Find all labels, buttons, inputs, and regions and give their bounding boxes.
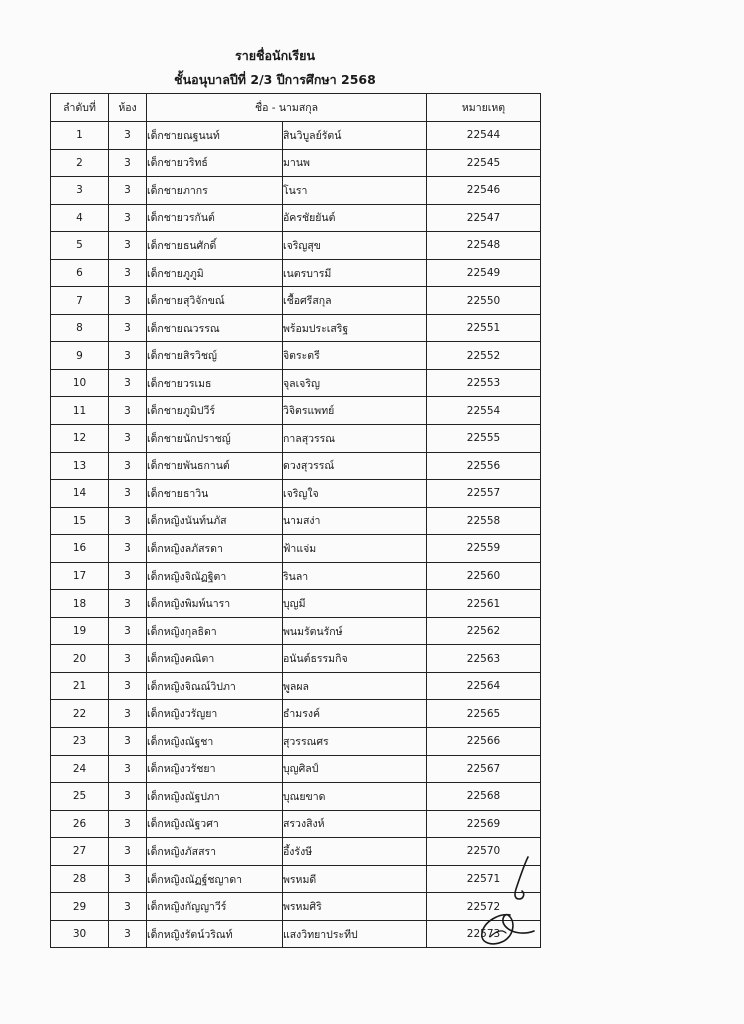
cell-first-name: เด็กชายนักปราชญ์ (147, 425, 283, 453)
table-row (51, 122, 541, 150)
cell-room: 3 (109, 149, 147, 177)
cell-no: 8 (51, 314, 109, 342)
header-note: หมายเหตุ (427, 94, 541, 122)
table-row (51, 204, 541, 232)
cell-no: 29 (51, 893, 109, 921)
cell-last-name: สุวรรณศร (283, 728, 427, 756)
cell-note: 22548 (427, 232, 541, 260)
table-row (51, 783, 541, 811)
table-row (51, 259, 541, 287)
cell-room: 3 (109, 920, 147, 948)
cell-room: 3 (109, 893, 147, 921)
cell-last-name: กาลสุวรรณ (283, 425, 427, 453)
cell-room: 3 (109, 755, 147, 783)
cell-no: 12 (51, 425, 109, 453)
cell-first-name: เด็กชายธาวิน (147, 480, 283, 508)
table-row (51, 177, 541, 205)
cell-no: 19 (51, 617, 109, 645)
cell-room: 3 (109, 259, 147, 287)
cell-last-name: โนรา (283, 177, 427, 205)
student-roster-table (50, 93, 541, 948)
cell-first-name: เด็กหญิงจิณณ์วิปภา (147, 672, 283, 700)
cell-room: 3 (109, 810, 147, 838)
cell-note: 22561 (427, 590, 541, 618)
table-row (51, 369, 541, 397)
cell-note: 22547 (427, 204, 541, 232)
cell-no: 22 (51, 700, 109, 728)
cell-note: 22554 (427, 397, 541, 425)
table-row (51, 865, 541, 893)
cell-note: 22555 (427, 425, 541, 453)
cell-note: 22570 (427, 838, 541, 866)
cell-no: 26 (51, 810, 109, 838)
cell-first-name: เด็กหญิงณัฏฐ์ชญาดา (147, 865, 283, 893)
cell-room: 3 (109, 838, 147, 866)
table-row (51, 480, 541, 508)
cell-no: 5 (51, 232, 109, 260)
cell-first-name: เด็กหญิงณัฐวศา (147, 810, 283, 838)
cell-room: 3 (109, 287, 147, 315)
cell-no: 4 (51, 204, 109, 232)
cell-first-name: เด็กชายภากร (147, 177, 283, 205)
cell-no: 7 (51, 287, 109, 315)
cell-no: 13 (51, 452, 109, 480)
cell-room: 3 (109, 672, 147, 700)
cell-no: 27 (51, 838, 109, 866)
cell-note: 22564 (427, 672, 541, 700)
signature-icon (470, 855, 550, 955)
cell-last-name: พร้อมประเสริฐ (283, 314, 427, 342)
cell-last-name: พรหมศิริ (283, 893, 427, 921)
cell-no: 9 (51, 342, 109, 370)
cell-last-name: มานพ (283, 149, 427, 177)
cell-last-name: แสงวิทยาประทีป (283, 920, 427, 948)
table-row (51, 617, 541, 645)
table-body (51, 122, 541, 948)
table-row (51, 645, 541, 673)
cell-room: 3 (109, 177, 147, 205)
cell-no: 3 (51, 177, 109, 205)
cell-first-name: เด็กหญิงกุลธิดา (147, 617, 283, 645)
table-row (51, 452, 541, 480)
cell-no: 25 (51, 783, 109, 811)
cell-last-name: เจริญสุข (283, 232, 427, 260)
cell-room: 3 (109, 342, 147, 370)
cell-last-name: สินวิบูลย์รัตน์ (283, 122, 427, 150)
cell-note: 22566 (427, 728, 541, 756)
table-row (51, 149, 541, 177)
cell-first-name: เด็กชายภูภูมิ (147, 259, 283, 287)
table-row (51, 810, 541, 838)
cell-room: 3 (109, 783, 147, 811)
cell-last-name: บุญมี (283, 590, 427, 618)
cell-note: 22551 (427, 314, 541, 342)
cell-no: 21 (51, 672, 109, 700)
table-row (51, 672, 541, 700)
cell-last-name: อัครชัยยันต์ (283, 204, 427, 232)
cell-room: 3 (109, 480, 147, 508)
cell-first-name: เด็กหญิงกัญญาวีร์ (147, 893, 283, 921)
table-row (51, 232, 541, 260)
cell-note: 22559 (427, 535, 541, 563)
table-row (51, 590, 541, 618)
cell-last-name: พรหมดี (283, 865, 427, 893)
cell-room: 3 (109, 728, 147, 756)
cell-no: 1 (51, 122, 109, 150)
cell-no: 11 (51, 397, 109, 425)
cell-room: 3 (109, 204, 147, 232)
cell-note: 22546 (427, 177, 541, 205)
cell-no: 2 (51, 149, 109, 177)
table-row (51, 397, 541, 425)
cell-no: 14 (51, 480, 109, 508)
cell-first-name: เด็กชายสิรวิชญ์ (147, 342, 283, 370)
cell-last-name: เนตรบารมี (283, 259, 427, 287)
cell-note: 22567 (427, 755, 541, 783)
cell-room: 3 (109, 314, 147, 342)
cell-first-name: เด็กชายวรเมธ (147, 369, 283, 397)
cell-first-name: เด็กชายธนศักดิ์ (147, 232, 283, 260)
cell-note: 22553 (427, 369, 541, 397)
cell-no: 17 (51, 562, 109, 590)
cell-note: 22572 (427, 893, 541, 921)
cell-note: 22556 (427, 452, 541, 480)
cell-no: 15 (51, 507, 109, 535)
header-name: ชื่อ - นามสกุล (147, 94, 427, 122)
cell-note: 22550 (427, 287, 541, 315)
cell-room: 3 (109, 700, 147, 728)
cell-room: 3 (109, 590, 147, 618)
cell-first-name: เด็กชายสุวิจักขณ์ (147, 287, 283, 315)
cell-first-name: เด็กหญิงรัตน์วริณท์ (147, 920, 283, 948)
cell-last-name: จิตระตรี (283, 342, 427, 370)
cell-note: 22569 (427, 810, 541, 838)
cell-first-name: เด็กชายณวรรณ (147, 314, 283, 342)
cell-note: 22563 (427, 645, 541, 673)
cell-note: 22544 (427, 122, 541, 150)
table-row (51, 755, 541, 783)
cell-last-name: พูลผล (283, 672, 427, 700)
cell-no: 18 (51, 590, 109, 618)
cell-note: 22545 (427, 149, 541, 177)
table-row (51, 425, 541, 453)
cell-last-name: นามสง่า (283, 507, 427, 535)
cell-room: 3 (109, 232, 147, 260)
cell-first-name: เด็กหญิงจิณัฏฐิตา (147, 562, 283, 590)
cell-no: 16 (51, 535, 109, 563)
cell-no: 6 (51, 259, 109, 287)
table-row (51, 920, 541, 948)
cell-last-name: บุณยขาด (283, 783, 427, 811)
cell-note: 22568 (427, 783, 541, 811)
cell-note: 22560 (427, 562, 541, 590)
table-row (51, 535, 541, 563)
cell-note: 22552 (427, 342, 541, 370)
cell-last-name: ดวงสุวรรณ์ (283, 452, 427, 480)
document-title: รายชื่อนักเรียน (234, 48, 316, 63)
cell-first-name: เด็กชายวรกันต์ (147, 204, 283, 232)
cell-last-name: ฟ้าแจ่ม (283, 535, 427, 563)
cell-first-name: เด็กชายพันธกานต์ (147, 452, 283, 480)
cell-no: 20 (51, 645, 109, 673)
cell-last-name: เชื้อศรีสกุล (283, 287, 427, 315)
cell-no: 10 (51, 369, 109, 397)
cell-room: 3 (109, 452, 147, 480)
cell-room: 3 (109, 397, 147, 425)
table-row (51, 893, 541, 921)
cell-room: 3 (109, 369, 147, 397)
cell-last-name: จุลเจริญ (283, 369, 427, 397)
cell-first-name: เด็กหญิงนันท์นภัส (147, 507, 283, 535)
cell-first-name: เด็กชายภูมิปวีร์ (147, 397, 283, 425)
cell-room: 3 (109, 122, 147, 150)
cell-last-name: สรวงสิงห์ (283, 810, 427, 838)
header-no: ลำดับที่ (51, 94, 109, 122)
cell-last-name: บุญศิลป์ (283, 755, 427, 783)
cell-no: 23 (51, 728, 109, 756)
cell-note: 22558 (427, 507, 541, 535)
cell-first-name: เด็กหญิงคณิตา (147, 645, 283, 673)
cell-room: 3 (109, 425, 147, 453)
cell-room: 3 (109, 617, 147, 645)
cell-first-name: เด็กชายณฐนนท์ (147, 122, 283, 150)
table-row (51, 287, 541, 315)
cell-no: 28 (51, 865, 109, 893)
document-subtitle: ชั้นอนุบาลปีที่ 2/3 ปีการศึกษา 2568 (174, 72, 376, 87)
cell-first-name: เด็กหญิงวรัญยา (147, 700, 283, 728)
cell-last-name: วิจิตรแพทย์ (283, 397, 427, 425)
cell-no: 30 (51, 920, 109, 948)
table-row (51, 562, 541, 590)
table-row (51, 507, 541, 535)
cell-last-name: อนันต์ธรรมกิจ (283, 645, 427, 673)
cell-first-name: เด็กชายวริทธ์ (147, 149, 283, 177)
cell-note: 22565 (427, 700, 541, 728)
cell-room: 3 (109, 645, 147, 673)
cell-room: 3 (109, 535, 147, 563)
cell-note: 22562 (427, 617, 541, 645)
table-header-row (51, 94, 541, 122)
cell-last-name: รินลา (283, 562, 427, 590)
cell-no: 24 (51, 755, 109, 783)
cell-last-name: เจริญใจ (283, 480, 427, 508)
header-room: ห้อง (109, 94, 147, 122)
cell-first-name: เด็กหญิงวรัชยา (147, 755, 283, 783)
cell-first-name: เด็กหญิงภัสสรา (147, 838, 283, 866)
cell-first-name: เด็กหญิงณัฐชา (147, 728, 283, 756)
cell-first-name: เด็กหญิงณัฐปภา (147, 783, 283, 811)
table-row (51, 342, 541, 370)
table-row (51, 700, 541, 728)
table-row (51, 728, 541, 756)
cell-room: 3 (109, 865, 147, 893)
cell-room: 3 (109, 562, 147, 590)
cell-note: 22571 (427, 865, 541, 893)
cell-note: 22549 (427, 259, 541, 287)
cell-last-name: พนมรัตนรักษ์ (283, 617, 427, 645)
cell-note: 22573 (427, 920, 541, 948)
cell-room: 3 (109, 507, 147, 535)
table-row (51, 838, 541, 866)
cell-note: 22557 (427, 480, 541, 508)
cell-first-name: เด็กหญิงพิมพ์นารา (147, 590, 283, 618)
cell-last-name: ธำมรงค์ (283, 700, 427, 728)
cell-first-name: เด็กหญิงลภัสรดา (147, 535, 283, 563)
cell-last-name: อึ้งรังษี (283, 838, 427, 866)
table-row (51, 314, 541, 342)
